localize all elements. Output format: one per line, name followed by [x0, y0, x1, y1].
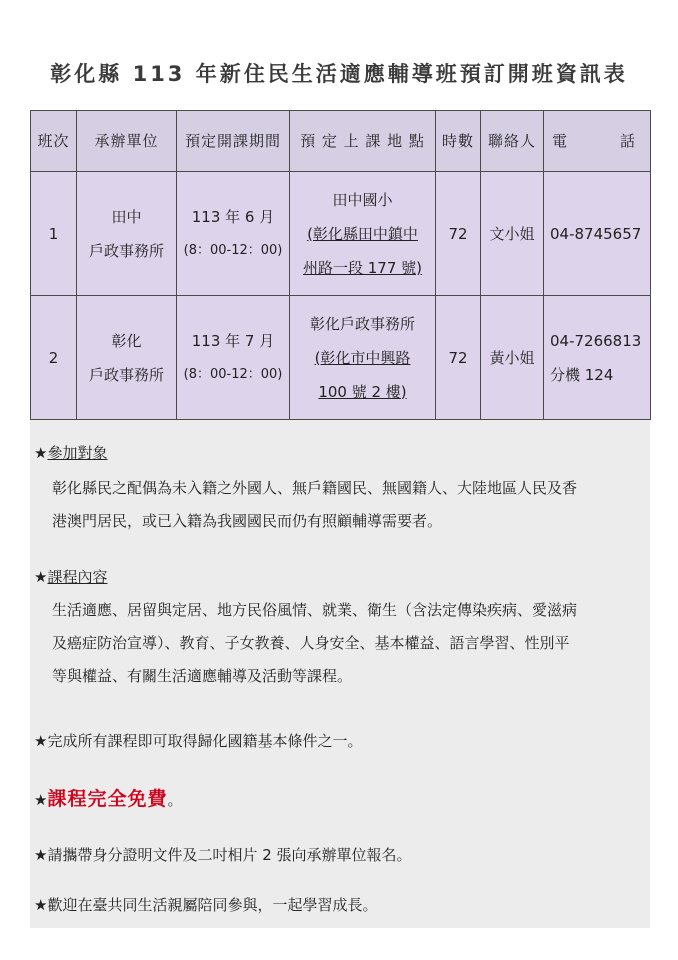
courses-line: 及癌症防治宣導）、教育、子女教養、人身安全、基本權益、語言學習、性別平	[52, 634, 570, 652]
free-suffix: 。	[167, 791, 183, 809]
period-time: (8：00-12：00)	[183, 366, 283, 382]
location-address: (彰化市中興路	[314, 348, 411, 367]
location-cell	[290, 172, 436, 296]
header-organizer: 承辦單位	[77, 111, 177, 172]
table-header-row	[31, 111, 651, 172]
phone-cell	[544, 296, 651, 420]
header-class-no: 班次	[31, 111, 77, 172]
period-cell	[177, 172, 290, 296]
period-month: 113 年 6 月	[191, 207, 275, 226]
header-period: 預定開課期間	[177, 111, 290, 172]
phone-number: 04-7266813	[550, 331, 642, 350]
table-row	[31, 296, 651, 420]
period-time: (8：00-12：00)	[183, 242, 283, 258]
participants-heading	[34, 442, 107, 463]
star-icon: ★	[34, 444, 48, 462]
schedule-table	[30, 110, 651, 420]
participants-text	[52, 472, 648, 538]
courses-heading	[34, 566, 107, 587]
organizer-line: 田中	[111, 207, 142, 226]
free-highlight: 課程完全免費	[47, 788, 168, 810]
hours-cell: 72	[436, 172, 481, 296]
document-title: 彰化縣 113 年新住民生活適應輔導班預訂開班資訊表	[50, 62, 628, 86]
location-name: 田中國小	[332, 190, 393, 209]
class-no-cell: 2	[31, 296, 77, 420]
contact-cell: 文小姐	[481, 172, 544, 296]
location-address: 100 號 2 樓)	[318, 382, 407, 401]
hours-cell: 72	[436, 296, 481, 420]
location-name: 彰化戶政事務所	[309, 314, 415, 333]
header-phone-char1: 電	[552, 132, 569, 150]
table-row	[31, 172, 651, 296]
location-address: 州路一段 177 號)	[302, 258, 423, 277]
courses-text	[52, 594, 648, 693]
header-hours: 時數	[436, 111, 481, 172]
organizer-line: 彰化	[111, 331, 142, 350]
phone-number: 04-8745657	[550, 224, 642, 243]
participants-heading-text: 參加對象	[47, 444, 108, 462]
organizer-cell	[77, 172, 177, 296]
organizer-line: 戶政事務所	[88, 241, 164, 260]
period-cell	[177, 296, 290, 420]
class-no-cell: 1	[31, 172, 77, 296]
header-location: 預 定 上 課 地 點	[290, 111, 436, 172]
participants-line: 彰化縣民之配偶為未入籍之外國人、無戶籍國民、無國籍人、大陸地區人民及香	[52, 479, 578, 497]
organizer-line: 戶政事務所	[88, 365, 164, 384]
location-cell	[290, 296, 436, 420]
participants-line: 港澳門居民，或已入籍為我國國民而仍有照顧輔導需要者。	[52, 512, 443, 530]
organizer-cell	[77, 296, 177, 420]
contact-cell: 黃小姐	[481, 296, 544, 420]
welcome-note: ★歡迎在臺共同生活親屬陪同參與，一起學習成長。	[34, 896, 378, 914]
phone-cell	[544, 172, 651, 296]
header-contact: 聯絡人	[481, 111, 544, 172]
star-icon: ★	[34, 791, 48, 809]
complete-note: ★完成所有課程即可取得歸化國籍基本條件之一。	[34, 732, 363, 750]
period-month: 113 年 7 月	[191, 331, 275, 350]
header-phone	[544, 111, 651, 172]
courses-line: 生活適應、居留與定居、地方民俗風情、就業、衛生（含法定傳染疾病、愛滋病	[52, 601, 578, 619]
courses-heading-text: 課程內容	[47, 568, 108, 586]
courses-line: 等與權益、有關生活適應輔導及活動等課程。	[52, 667, 353, 685]
free-note	[34, 784, 182, 811]
bring-note: ★請攜帶身分證明文件及二吋相片 2 張向承辦單位報名。	[34, 846, 412, 864]
location-address: (彰化縣田中鎮中	[307, 224, 418, 243]
header-phone-char2: 話	[619, 132, 636, 150]
star-icon: ★	[34, 568, 48, 586]
phone-extension: 分機 124	[550, 365, 614, 384]
